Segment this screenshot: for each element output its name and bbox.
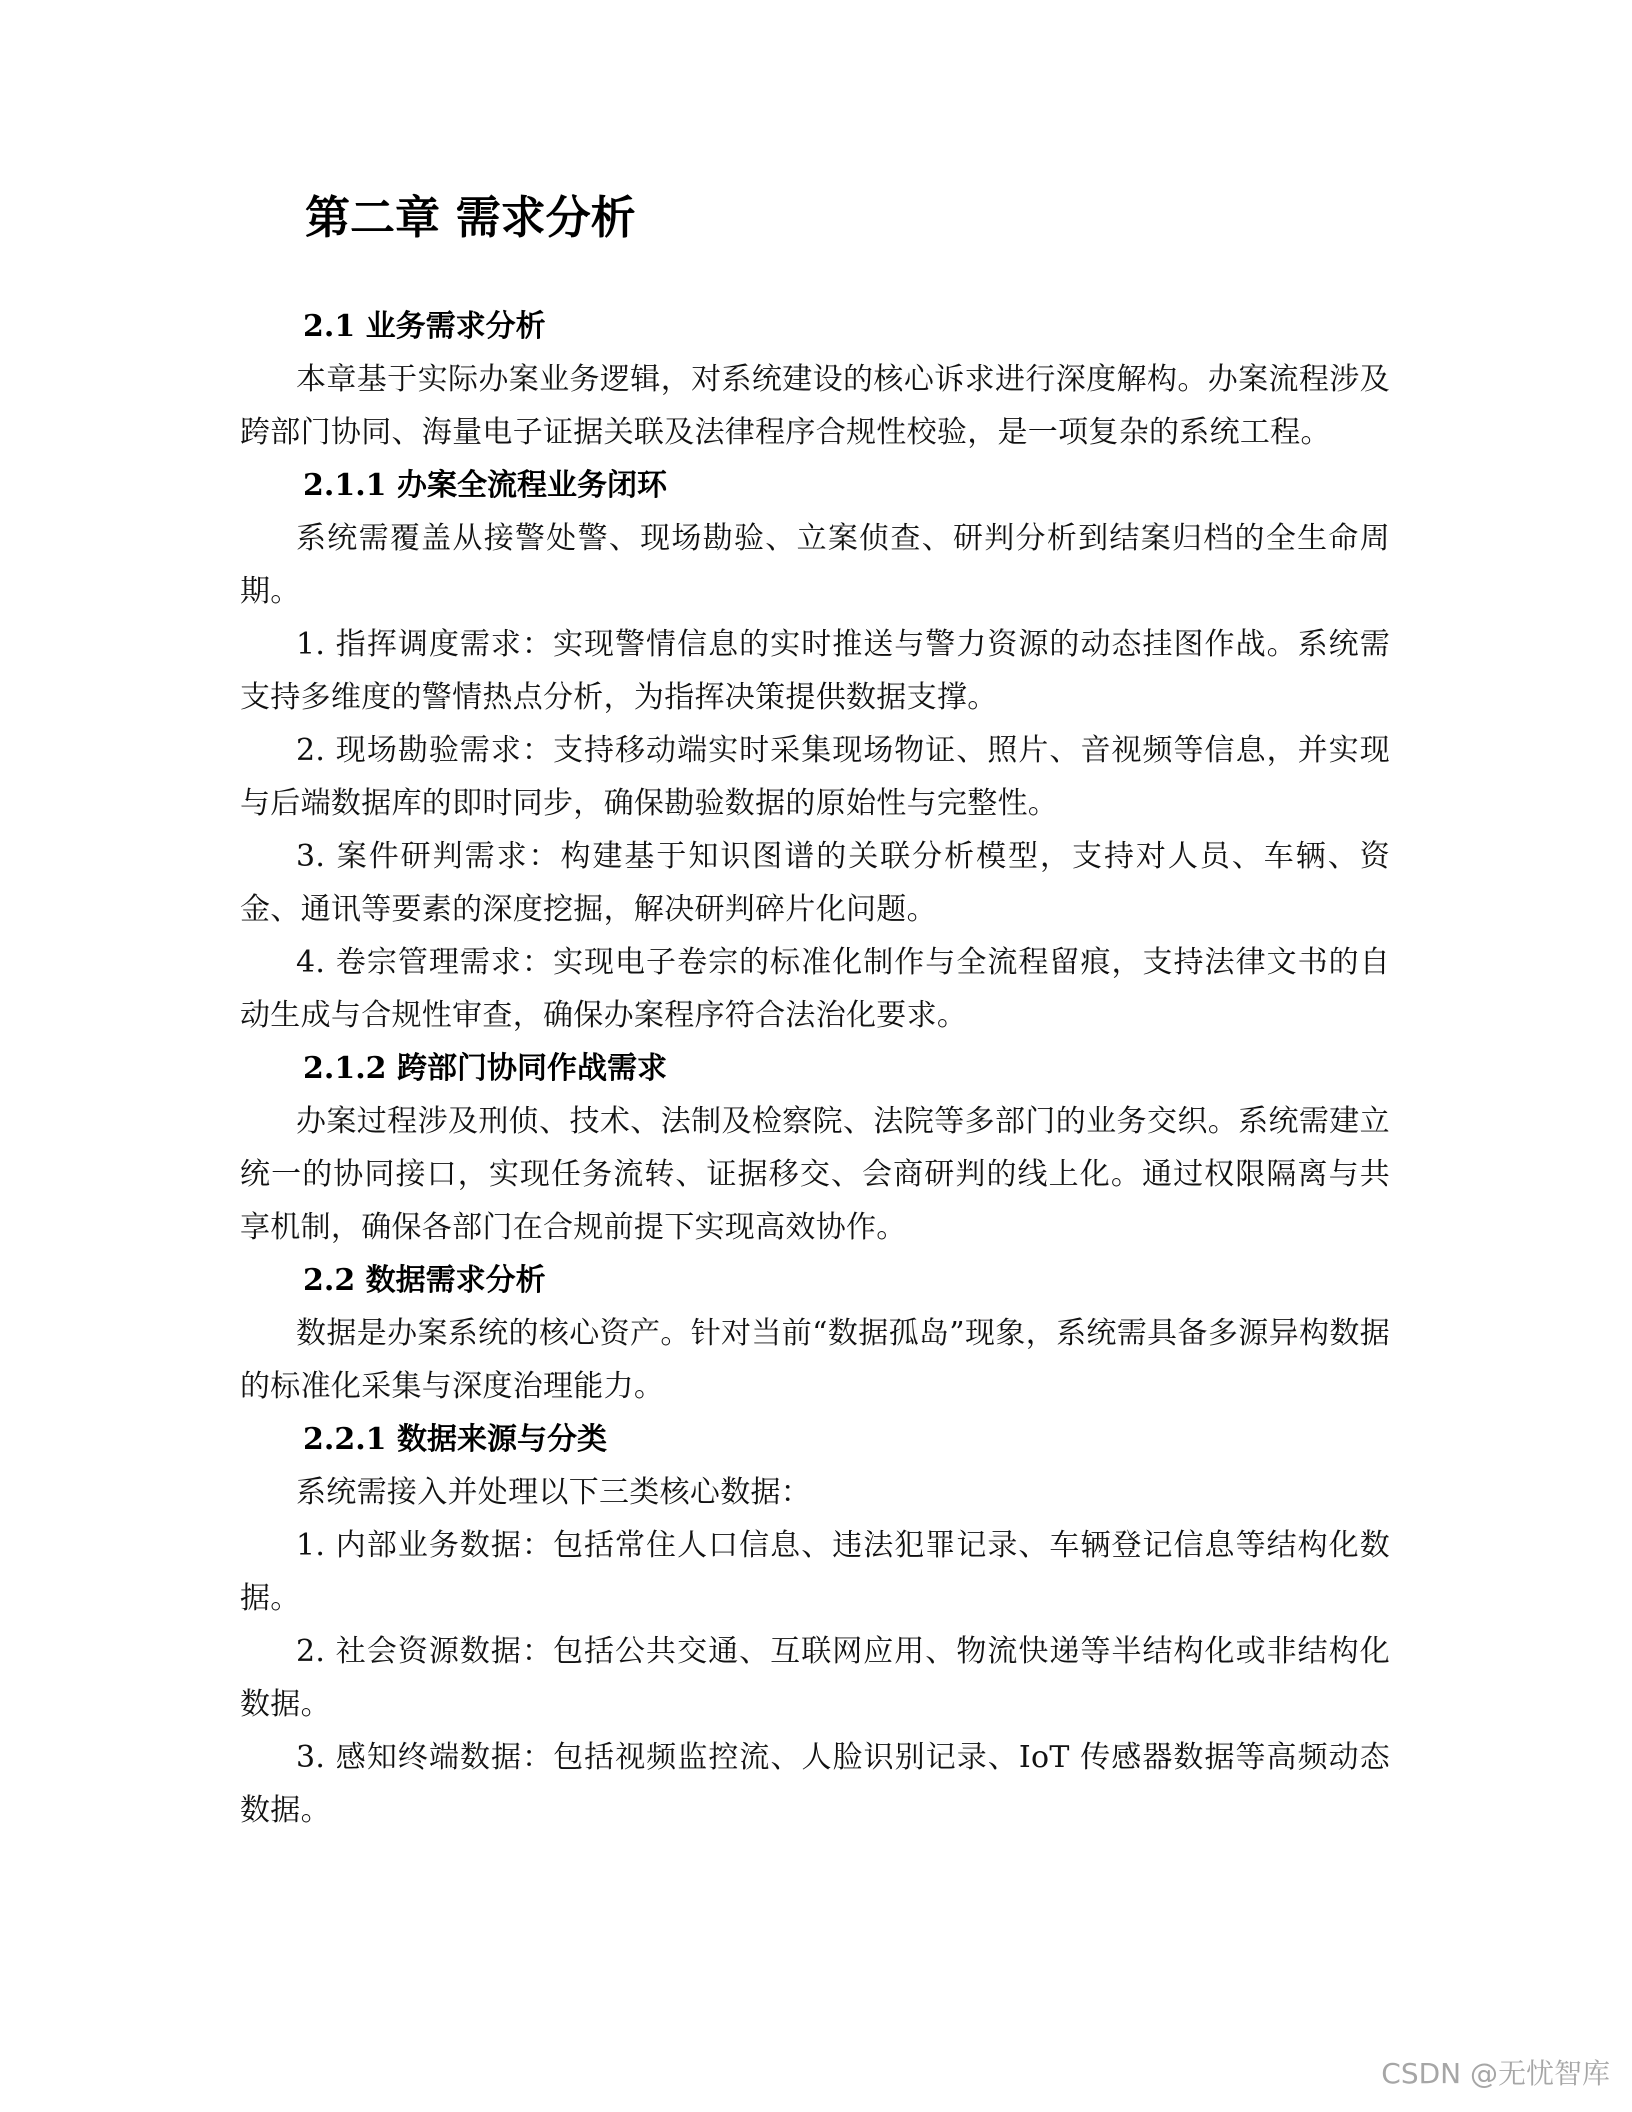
list-item: 2. 现场勘验需求：支持移动端实时采集现场物证、照片、音视频等信息，并实现与后端数据库的即时同步，确保勘验数据的原始性与完整性。 <box>240 733 1390 821</box>
list-item: 4. 卷宗管理需求：实现电子卷宗的标准化制作与全流程留痕，支持法律文书的自动生成与合规性审查，确保办案程序符合法治化要求。 <box>240 945 1390 1033</box>
paragraph: 数据是办案系统的核心资产。针对当前“数据孤岛”现象，系统需具备多源异构数据的标准化采集与深度治理能力。 <box>240 1316 1390 1404</box>
chapter-title: 第二章 需求分析 <box>305 191 636 244</box>
section-heading-2-1: 2.1 业务需求分析 <box>303 309 546 344</box>
paragraph: 系统需接入并处理以下三类核心数据： <box>296 1475 812 1510</box>
section-heading-2-1-2: 2.1.2 跨部门协同作战需求 <box>303 1051 667 1086</box>
paragraph: 办案过程涉及刑侦、技术、法制及检察院、法院等多部门的业务交织。系统需建立统一的协同接口，实现任务流转、证据移交、会商研判的线上化。通过权限隔离与共享机制，确保各部门在合规前提下实现高效协作。 <box>240 1104 1390 1245</box>
paragraph: 系统需覆盖从接警处警、现场勘验、立案侦查、研判分析到结案归档的全生命周期。 <box>240 521 1390 609</box>
section-heading-2-2-1: 2.2.1 数据来源与分类 <box>303 1422 607 1457</box>
list-item: 3. 感知终端数据：包括视频监控流、人脸识别记录、IoT 传感器数据等高频动态数据。 <box>240 1740 1390 1828</box>
document-body <box>240 300 1390 1837</box>
watermark: CSDN @无忧智库 <box>1381 2057 1610 2090</box>
section-heading-2-2: 2.2 数据需求分析 <box>303 1263 546 1298</box>
section-heading-2-1-1: 2.1.1 办案全流程业务闭环 <box>303 468 667 503</box>
list-item: 1. 指挥调度需求：实现警情信息的实时推送与警力资源的动态挂图作战。系统需支持多维度的警情热点分析，为指挥决策提供数据支撑。 <box>240 627 1390 715</box>
list-item: 1. 内部业务数据：包括常住人口信息、违法犯罪记录、车辆登记信息等结构化数据。 <box>240 1528 1390 1616</box>
list-item: 3. 案件研判需求：构建基于知识图谱的关联分析模型，支持对人员、车辆、资金、通讯等要素的深度挖掘，解决研判碎片化问题。 <box>240 839 1390 927</box>
list-item: 2. 社会资源数据：包括公共交通、互联网应用、物流快递等半结构化或非结构化数据。 <box>240 1634 1390 1722</box>
paragraph: 本章基于实际办案业务逻辑，对系统建设的核心诉求进行深度解构。办案流程涉及跨部门协同、海量电子证据关联及法律程序合规性校验，是一项复杂的系统工程。 <box>240 362 1390 450</box>
